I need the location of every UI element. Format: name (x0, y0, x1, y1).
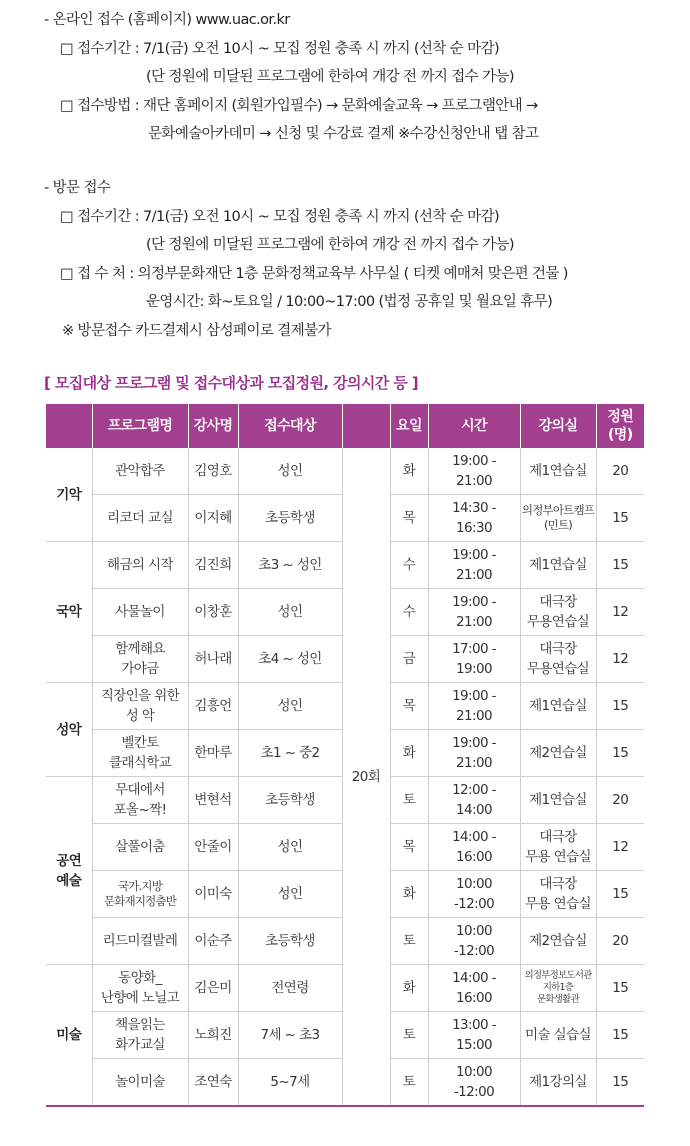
target-cell: 성인 (238, 871, 342, 918)
room-cell: 미술 실습실 (520, 1012, 596, 1059)
target-cell: 7세 ~ 초3 (238, 1012, 342, 1059)
category-cell: 미술 (46, 965, 92, 1107)
room-cell: 의정부정보도서관 지하1층 문화생활관 (520, 965, 596, 1012)
capacity-cell: 15 (596, 1059, 644, 1107)
instructor-cell: 이미숙 (188, 871, 238, 918)
visit-period: □ 접수기간 : 7/1(금) 오전 10시 ~ 모집 정원 충족 시 까지 (선착 순 마감) (60, 209, 500, 225)
instructor-cell: 안줄이 (188, 824, 238, 871)
room-cell: 제2연습실 (520, 730, 596, 777)
header-program: 프로그램명 (92, 404, 188, 448)
online-period: □ 접수기간 : 7/1(금) 오전 10시 ~ 모집 정원 충족 시 까지 (선착 순 마감) (60, 41, 500, 57)
target-cell: 성인 (238, 448, 342, 495)
capacity-cell: 15 (596, 965, 644, 1012)
room-cell: 제2연습실 (520, 918, 596, 965)
instructor-cell: 김흥언 (188, 683, 238, 730)
capacity-cell: 20 (596, 777, 644, 824)
capacity-cell: 12 (596, 589, 644, 636)
room-cell: 대극장 무용 연습실 (520, 824, 596, 871)
instructor-cell: 이순주 (188, 918, 238, 965)
program-name-cell: 해금의 시작 (92, 542, 188, 589)
target-cell: 초등학생 (238, 918, 342, 965)
visit-heading: - 방문 접수 (44, 180, 111, 196)
header-room: 강의실 (520, 404, 596, 448)
time-cell: 12:00 - 14:00 (428, 777, 520, 824)
day-cell: 목 (390, 495, 428, 542)
target-cell: 5~7세 (238, 1059, 342, 1107)
program-name-cell: 직장인을 위한 성 악 (92, 683, 188, 730)
sessions-cell: 20회 (342, 448, 390, 1106)
capacity-cell: 12 (596, 636, 644, 683)
program-table-wrapper (46, 404, 644, 1107)
header-instructor: 강사명 (188, 404, 238, 448)
room-cell: 제1연습실 (520, 683, 596, 730)
capacity-cell: 20 (596, 448, 644, 495)
room-cell: 대극장 무용연습실 (520, 589, 596, 636)
online-method: □ 접수방법 : 재단 홈페이지 (회원가입필수) → 문화예술교육 → 프로그램안내 → (60, 98, 538, 114)
day-cell: 목 (390, 824, 428, 871)
table-row (46, 448, 644, 495)
category-cell: 국악 (46, 542, 92, 683)
online-heading: - 온라인 접수 (홈페이지) www.uac.or.kr (44, 12, 290, 28)
room-cell: 제1연습실 (520, 542, 596, 589)
capacity-cell: 15 (596, 871, 644, 918)
instructor-cell: 김영호 (188, 448, 238, 495)
program-name-cell: 함께해요 가야금 (92, 636, 188, 683)
time-cell: 10:00 -12:00 (428, 1059, 520, 1107)
instructor-cell: 김은미 (188, 965, 238, 1012)
online-method-cont: 문화예술아카데미 → 신청 및 수강료 결제 ※수강신청안내 탭 참고 (148, 126, 539, 142)
target-cell: 성인 (238, 683, 342, 730)
instructor-cell: 노희진 (188, 1012, 238, 1059)
table-header-row (46, 404, 644, 448)
instructor-cell: 변현석 (188, 777, 238, 824)
target-cell: 성인 (238, 824, 342, 871)
capacity-cell: 15 (596, 495, 644, 542)
program-name-cell: 관악합주 (92, 448, 188, 495)
header-target: 접수대상 (238, 404, 342, 448)
time-cell: 14:30 - 16:30 (428, 495, 520, 542)
instructor-cell: 이창훈 (188, 589, 238, 636)
category-cell: 기악 (46, 448, 92, 542)
room-cell: 제1연습실 (520, 448, 596, 495)
day-cell: 금 (390, 636, 428, 683)
room-cell: 제1강의실 (520, 1059, 596, 1107)
day-cell: 화 (390, 965, 428, 1012)
capacity-cell: 15 (596, 730, 644, 777)
time-cell: 19:00 - 21:00 (428, 589, 520, 636)
category-cell: 공연 예술 (46, 777, 92, 965)
time-cell: 14:00 - 16:00 (428, 965, 520, 1012)
program-name-cell: 리코더 교실 (92, 495, 188, 542)
header-category (46, 404, 92, 448)
time-cell: 19:00 - 21:00 (428, 683, 520, 730)
time-cell: 10:00 -12:00 (428, 871, 520, 918)
time-cell: 10:00 -12:00 (428, 918, 520, 965)
header-capacity: 정원 (명) (596, 404, 644, 448)
instructor-cell: 허나래 (188, 636, 238, 683)
day-cell: 토 (390, 1012, 428, 1059)
category-cell: 성악 (46, 683, 92, 777)
visit-place: □ 접 수 처 : 의정부문화재단 1층 문화정책교육부 사무실 ( 티켓 예매처 맞은편 건물 ) (60, 266, 568, 282)
capacity-cell: 12 (596, 824, 644, 871)
instructor-cell: 조연숙 (188, 1059, 238, 1107)
target-cell: 초1 ~ 중2 (238, 730, 342, 777)
room-cell: 의정부아트캠프 (민트) (520, 495, 596, 542)
visit-hours: 운영시간: 화~토요일 / 10:00~17:00 (법정 공휴일 및 월요일 휴무) (146, 294, 553, 310)
program-name-cell: 동양화_ 난향에 노닐고 (92, 965, 188, 1012)
visit-period-note: (단 정원에 미달된 프로그램에 한하여 개강 전 까지 접수 가능) (146, 237, 514, 253)
day-cell: 화 (390, 730, 428, 777)
program-name-cell: 사물놀이 (92, 589, 188, 636)
program-name-cell: 놀이미술 (92, 1059, 188, 1107)
day-cell: 수 (390, 542, 428, 589)
time-cell: 19:00 - 21:00 (428, 542, 520, 589)
header-sessions (342, 404, 390, 448)
program-name-cell: 벨칸토 클래식학교 (92, 730, 188, 777)
visit-card-note: ※ 방문접수 카드결제시 삼성페이로 결제불가 (62, 323, 331, 339)
room-cell: 대극장 무용연습실 (520, 636, 596, 683)
online-period-note: (단 정원에 미달된 프로그램에 한하여 개강 전 까지 접수 가능) (146, 69, 514, 85)
time-cell: 13:00 - 15:00 (428, 1012, 520, 1059)
day-cell: 토 (390, 777, 428, 824)
capacity-cell: 20 (596, 918, 644, 965)
program-name-cell: 리드미컬발레 (92, 918, 188, 965)
day-cell: 토 (390, 1059, 428, 1107)
section-title: [ 모집대상 프로그램 및 접수대상과 모집정원, 강의시간 등 ] (44, 374, 419, 392)
day-cell: 수 (390, 589, 428, 636)
day-cell: 화 (390, 448, 428, 495)
header-time: 시간 (428, 404, 520, 448)
capacity-cell: 15 (596, 1012, 644, 1059)
program-name-cell: 무대에서 포올~짝! (92, 777, 188, 824)
day-cell: 토 (390, 918, 428, 965)
day-cell: 목 (390, 683, 428, 730)
program-name-cell: 책을읽는 화가교실 (92, 1012, 188, 1059)
room-cell: 대극장 무용 연습실 (520, 871, 596, 918)
instructor-cell: 이지혜 (188, 495, 238, 542)
target-cell: 초등학생 (238, 495, 342, 542)
room-cell: 제1연습실 (520, 777, 596, 824)
day-cell: 화 (390, 871, 428, 918)
header-day: 요일 (390, 404, 428, 448)
time-cell: 14:00 - 16:00 (428, 824, 520, 871)
time-cell: 19:00 - 21:00 (428, 448, 520, 495)
target-cell: 초4 ~ 성인 (238, 636, 342, 683)
target-cell: 전연령 (238, 965, 342, 1012)
target-cell: 초3 ~ 성인 (238, 542, 342, 589)
instructor-cell: 한마루 (188, 730, 238, 777)
instructor-cell: 김진희 (188, 542, 238, 589)
capacity-cell: 15 (596, 542, 644, 589)
target-cell: 초등학생 (238, 777, 342, 824)
program-name-cell: 국가.지방 문화재지정춤반 (92, 871, 188, 918)
time-cell: 19:00 - 21:00 (428, 730, 520, 777)
program-table (46, 404, 644, 1107)
time-cell: 17:00 - 19:00 (428, 636, 520, 683)
target-cell: 성인 (238, 589, 342, 636)
program-name-cell: 살풀이춤 (92, 824, 188, 871)
capacity-cell: 15 (596, 683, 644, 730)
